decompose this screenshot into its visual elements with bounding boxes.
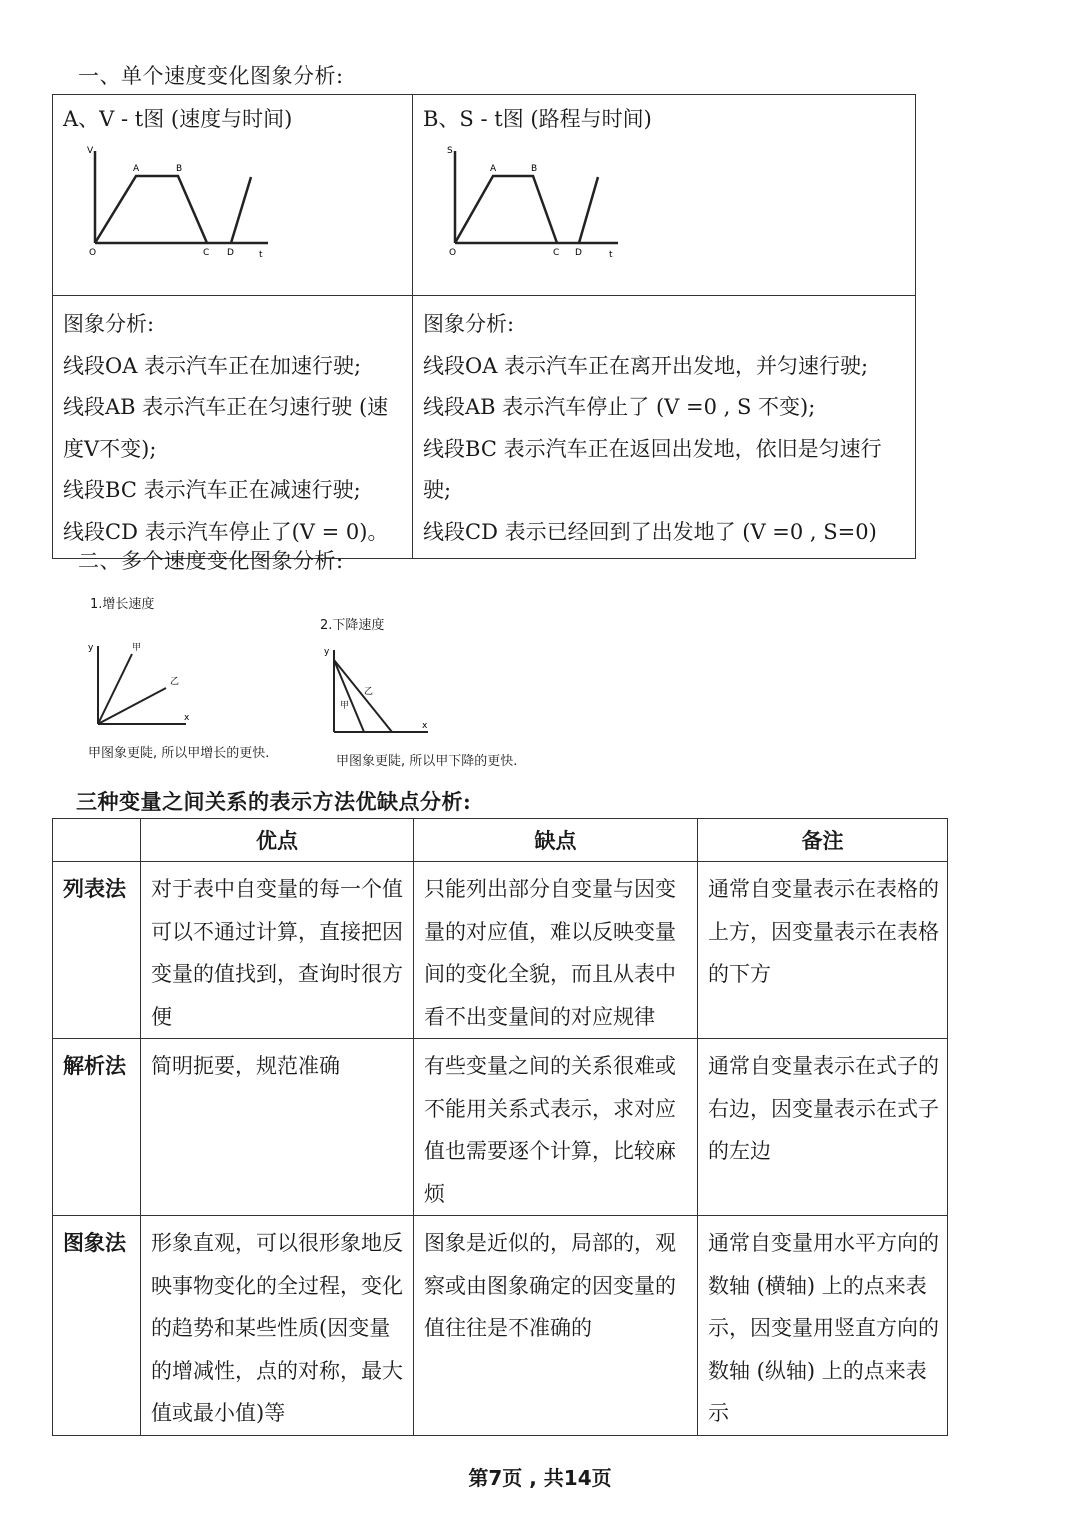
st-cell bbox=[413, 95, 916, 296]
row-cons: 只能列出部分自变量与因变量的对应值，难以反映变量间的变化全貌，而且从表中看不出变量间的对应规律 bbox=[414, 862, 698, 1039]
comparison-table bbox=[52, 818, 948, 1436]
st-point-b: B bbox=[531, 164, 538, 174]
row-name: 图象法 bbox=[53, 1216, 141, 1436]
row-cons: 有些变量之间的关系很难或不能用关系式表示，求对应值也需要逐个计算，比较麻烦 bbox=[414, 1039, 698, 1216]
vt-analysis-line: 线段BC 表示汽车正在减速行驶; bbox=[63, 478, 361, 502]
page-footer: 第7页 , 共14页 bbox=[468, 1466, 612, 1490]
st-analysis-line: 线段CD 表示已经回到了出发地了 (V =0 , S=0) bbox=[423, 519, 877, 544]
table-row bbox=[53, 1216, 948, 1436]
vt-point-b: B bbox=[176, 164, 183, 174]
row-name: 解析法 bbox=[53, 1039, 141, 1216]
chart1-label-yi: 乙 bbox=[170, 677, 180, 687]
row-pros: 对于表中自变量的每一个值可以不通过计算，直接把因变量的值找到，查询时很方便 bbox=[141, 862, 414, 1039]
vt-analysis-line: 线段AB 表示汽车正在匀速行驶 (速 bbox=[63, 395, 389, 419]
row-cons: 图象是近似的，局部的，观察或由图象确定的因变量的值往往是不准确的 bbox=[414, 1216, 698, 1436]
row-note: 通常自变量表示在表格的上方，因变量表示在表格的下方 bbox=[698, 862, 948, 1039]
st-line-d bbox=[579, 177, 598, 243]
chart2-label-jia: 甲 bbox=[340, 701, 350, 711]
header-note: 备注 bbox=[698, 819, 948, 862]
row-note: 通常自变量用水平方向的数轴 (横轴) 上的点来表示，因变量用竖直方向的数轴 (纵轴) 上的点来表示 bbox=[698, 1216, 948, 1436]
vt-graph bbox=[73, 143, 273, 263]
st-point-a: A bbox=[490, 164, 497, 174]
speed-graph-table bbox=[52, 94, 916, 559]
chart1-series-yi bbox=[98, 688, 166, 724]
st-point-c: C bbox=[553, 248, 560, 258]
vt-y-label: V bbox=[87, 146, 94, 156]
chart2-label-yi: 乙 bbox=[364, 687, 374, 697]
vt-point-c: C bbox=[203, 248, 210, 258]
st-analysis-line: 线段AB 表示汽车停止了 (V =0 , S 不变); bbox=[423, 395, 816, 419]
chart2-graph bbox=[320, 640, 440, 746]
vt-analysis bbox=[53, 296, 413, 559]
st-point-o: O bbox=[449, 248, 457, 258]
chart1-y-label: y bbox=[88, 643, 94, 653]
vt-caption: A、V - t图 (速度与时间) bbox=[63, 107, 293, 131]
st-analysis-line: 线段OA 表示汽车正在离开出发地，并匀速行驶; bbox=[423, 353, 869, 378]
vt-analysis-line: 线段OA 表示汽车正在加速行驶; bbox=[63, 353, 362, 378]
section3-heading: 三种变量之间关系的表示方法优缺点分析: bbox=[76, 789, 472, 814]
header-cons: 缺点 bbox=[414, 819, 698, 862]
st-caption: B、S - t图 (路程与时间) bbox=[423, 107, 652, 131]
chart1-title: 1.增长速度 bbox=[90, 597, 155, 612]
vt-point-a: A bbox=[133, 164, 140, 174]
chart2-series-jia bbox=[334, 660, 364, 732]
chart1-series-jia bbox=[98, 654, 132, 724]
header-pros: 优点 bbox=[141, 819, 414, 862]
section1-heading: 一、单个速度变化图象分析: bbox=[78, 64, 344, 88]
vt-point-d: D bbox=[227, 248, 234, 258]
st-line-oabc bbox=[455, 176, 557, 243]
st-graph bbox=[433, 143, 633, 263]
vt-analysis-line: 度V不变); bbox=[63, 436, 157, 461]
chart2-series-yi bbox=[334, 660, 392, 732]
vt-analysis-title: 图象分析: bbox=[63, 312, 155, 336]
vt-point-o: O bbox=[89, 248, 97, 258]
comparison-header-row bbox=[53, 819, 948, 862]
row-name: 列表法 bbox=[53, 862, 141, 1039]
st-analysis-line: 线段BC 表示汽车正在返回出发地，依旧是匀速行 bbox=[423, 436, 882, 461]
table-row bbox=[53, 862, 948, 1039]
vt-cell bbox=[53, 95, 413, 296]
st-analysis-title: 图象分析: bbox=[423, 312, 515, 336]
st-analysis bbox=[413, 296, 916, 559]
st-point-d: D bbox=[575, 248, 582, 258]
chart1-x-label: x bbox=[184, 713, 190, 723]
vt-line-d bbox=[231, 177, 251, 243]
chart2-note: 甲图象更陡, 所以甲下降的更快. bbox=[336, 754, 518, 769]
header-blank bbox=[53, 819, 141, 862]
chart2-x-label: x bbox=[422, 721, 428, 731]
vt-x-label: t bbox=[259, 250, 263, 260]
chart1-label-jia: 甲 bbox=[132, 643, 142, 653]
row-pros: 形象直观，可以很形象地反映事物变化的全过程，变化的趋势和某些性质(因变量的增减性，点的对称，最大值或最小值)等 bbox=[141, 1216, 414, 1436]
chart2-y-label: y bbox=[324, 647, 330, 657]
chart2-title: 2.下降速度 bbox=[320, 618, 385, 633]
st-y-label: S bbox=[447, 146, 453, 156]
row-pros: 简明扼要，规范准确 bbox=[141, 1039, 414, 1216]
chart1-graph bbox=[86, 636, 196, 736]
st-x-label: t bbox=[609, 250, 613, 260]
chart1-note: 甲图象更陡, 所以甲增长的更快. bbox=[88, 746, 270, 761]
section2-heading: 二、多个速度变化图象分析: bbox=[78, 549, 344, 573]
row-note: 通常自变量表示在式子的右边，因变量表示在式子的左边 bbox=[698, 1039, 948, 1216]
vt-analysis-line: 线段CD 表示汽车停止了(V = 0)。 bbox=[63, 519, 389, 544]
vt-line-oabc bbox=[95, 176, 207, 243]
st-analysis-line: 驶; bbox=[423, 478, 452, 502]
table-row bbox=[53, 1039, 948, 1216]
